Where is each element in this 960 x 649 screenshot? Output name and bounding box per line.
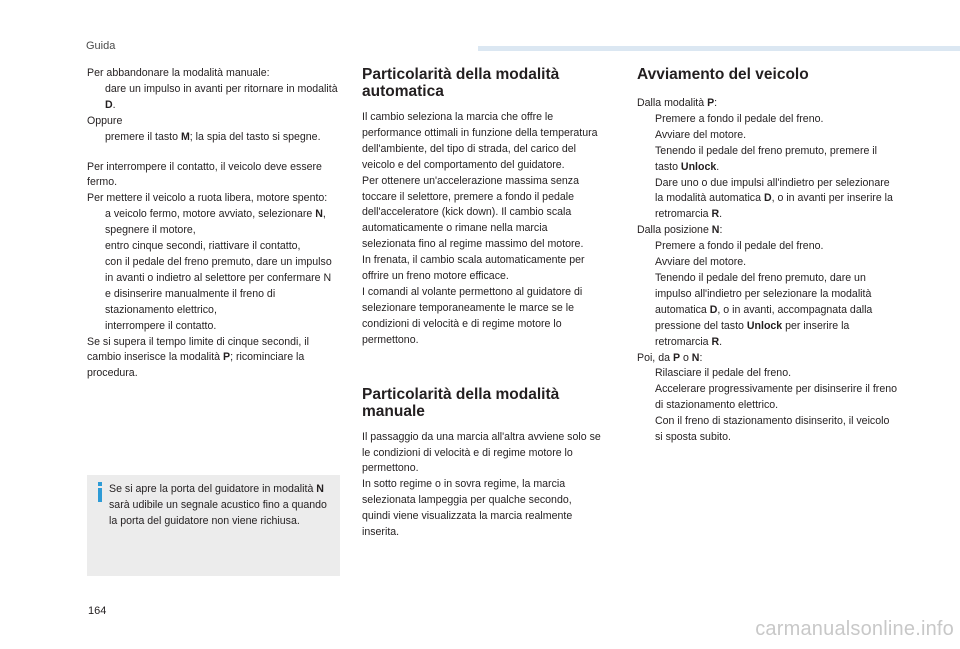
paragraph: Dalla posizione N: [637,224,723,237]
column-middle [362,66,602,541]
section-heading: Particolarità della modalità automatica [362,66,560,100]
list-item: interrompere il contatto. [105,319,217,332]
list-item: entro cinque secondi, riattivare il contatto, [105,240,301,253]
list-item: Premere a fondo il pedale del freno. [655,112,824,125]
list-item: a veicolo fermo, motore avviato, selezionare N, [105,208,326,221]
paragraph: Poi, da P o N: [637,351,703,364]
paragraph: Dalla modalità P: [637,97,718,109]
paragraph: Il cambio seleziona la marcia che offre le performance ottimali in funzione della temperatura dell'ambiente, del tipo di strada, del carico del veicolo e del comportamento del guidatore. [362,111,598,171]
column-left [87,66,339,382]
list-item: Con il freno di stazionamento disinserito, il veicolo si sposta subito. [655,415,890,444]
header-bar [478,46,960,51]
section-heading: Avviamento del veicolo [637,66,809,83]
section-heading: Particolarità della modalità manuale [362,385,560,420]
list-item: premere il tasto M; la spia del tasto si spegne. [105,130,321,143]
list-item: dare un impulso in avanti per ritornare in modalità D. [105,82,338,111]
section-title: Guida [86,40,116,52]
list-item: Avviare del motore. [655,256,747,269]
list-item: Dare uno o due impulsi all'indietro per selezionare la modalità automatica D, o in avanti per inserire la retromarcia R. [655,176,893,221]
list-item: Accelerare progressivamente per disinserire il freno di stazionamento elettrico. [655,383,897,412]
paragraph: Se si supera il tempo limite di cinque secondi, il cambio inserisce la modalità P; ricominciare la procedura. [87,335,309,380]
paragraph: Per interrompere il contatto, il veicolo deve essere fermo. [87,160,322,189]
list-item: Avviare del motore. [655,128,747,141]
paragraph: In frenata, il cambio scala automaticamente per offrire un freno motore efficace. [362,254,585,283]
info-text: Se si apre la porta del guidatore in modalità N sarà udibile un segnale acustico fino a quando la porta del guidatore non viene richiusa. [109,483,327,527]
watermark: carmanualsonline.info [755,618,954,640]
list-item: Tenendo il pedale del freno premuto, premere il tasto Unlock. [655,144,878,173]
info-box [87,475,340,576]
paragraph: Per mettere il veicolo a ruota libera, motore spento: [87,192,328,205]
list-item: Rilasciare il pedale del freno. [655,367,792,380]
paragraph: Oppure [87,114,123,127]
column-right [637,66,897,446]
info-icon [97,482,103,502]
list-item: con il pedale del freno premuto, dare un impulso in avanti o indietro al selettore per confermare N e disinserire manualmente il freno di stazionamento elettrico, [105,255,332,316]
page-number: 164 [88,605,107,617]
paragraph: In sotto regime o in sovra regime, la marcia selezionata lampeggia per qualche secondo, quindi viene visualizzata la marcia realmente inserita. [362,478,573,539]
paragraph: Per ottenere un'accelerazione massima senza toccare il selettore, premere a fondo il pedale dell'acceleratore (kick down). Il cambio scala automaticamente o rimane nella marcia selezionata fino al regime massimo del motore. [362,174,584,251]
list-item: Tenendo il pedale del freno premuto, dare un impulso all'indietro per selezionare la modalità automatica D, o in avanti, accompagnata dalla pressione del tasto Unlock per inserire la retromarcia R. [655,271,873,348]
list-item: spegnere il motore, [105,224,196,237]
paragraph: Il passaggio da una marcia all'altra avviene solo se le condizioni di velocità e di regime motore lo permettono. [362,430,601,475]
paragraph: I comandi al volante permettono al guidatore di selezionare temporaneamente le marce se le condizioni di velocità e di regime motore lo permettono. [362,285,583,346]
list-item: Premere a fondo il pedale del freno. [655,240,824,253]
paragraph: Per abbandonare la modalità manuale: [87,67,270,79]
